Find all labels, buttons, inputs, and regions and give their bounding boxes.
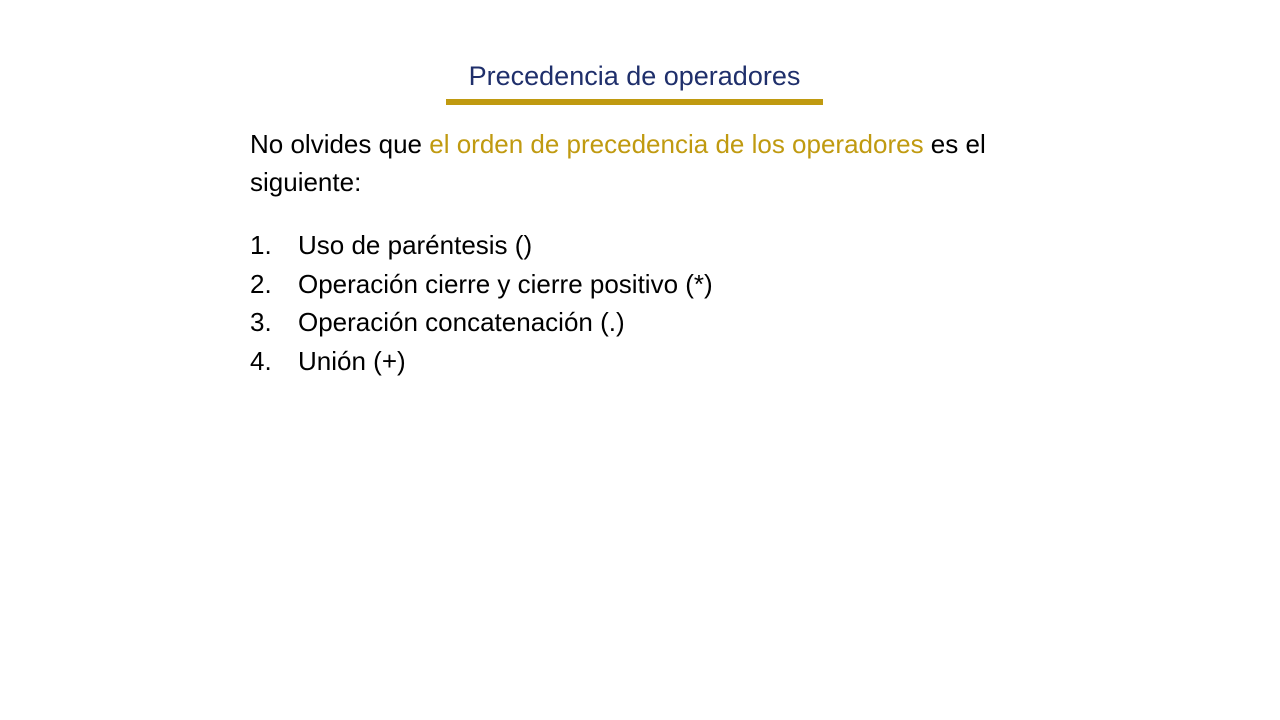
list-item-number: 1. bbox=[250, 230, 272, 260]
slide-title: Precedencia de operadores bbox=[468, 61, 801, 91]
intro-text-before: No olvides que bbox=[250, 129, 430, 159]
intro-paragraph bbox=[250, 125, 1050, 201]
list-item-text: Uso de paréntesis () bbox=[298, 230, 533, 260]
list-item-number: 3. bbox=[250, 307, 272, 337]
precedence-list bbox=[250, 226, 713, 380]
list-item-number: 4. bbox=[250, 345, 272, 376]
list-item-text: Operación cierre y cierre positivo (*) bbox=[298, 268, 713, 299]
list-item-number: 2. bbox=[250, 268, 272, 299]
title-underline bbox=[446, 99, 823, 105]
list-item-text: Operación concatenación (.) bbox=[298, 307, 625, 337]
list-item bbox=[250, 342, 713, 381]
list-item bbox=[250, 226, 713, 265]
intro-highlight: el orden de precedencia de los operadores bbox=[429, 129, 924, 159]
list-item bbox=[250, 265, 713, 304]
list-item bbox=[250, 303, 713, 342]
intro-text-after: es el siguiente: bbox=[250, 129, 986, 197]
title-block bbox=[446, 58, 823, 105]
list-item-text: Unión (+) bbox=[298, 345, 406, 376]
